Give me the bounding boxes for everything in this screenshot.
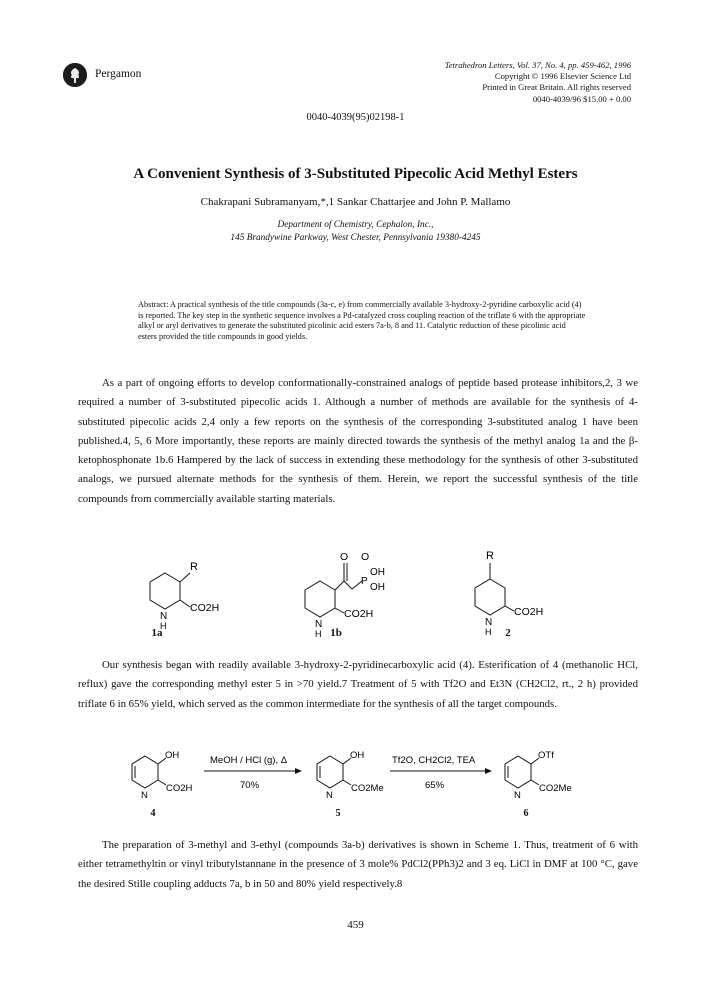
structure-1a	[150, 561, 219, 631]
step1-reagents: MeOH / HCl (g), Δ	[210, 755, 288, 766]
p-atom: P	[361, 576, 368, 587]
n-atom: N	[141, 790, 148, 801]
bond	[180, 600, 190, 607]
structure-2	[475, 550, 543, 637]
body-paragraph	[78, 836, 638, 894]
compound-4-structure	[132, 750, 193, 801]
page-number: 459	[347, 919, 364, 931]
compound-label: 6	[523, 808, 529, 819]
co2h-group: CO2H	[166, 783, 193, 794]
bond	[344, 581, 352, 589]
compound-6-structure	[505, 750, 572, 801]
affiliation-line: 145 Brandywine Parkway, West Chester, Pennsylvania 19380-4245	[230, 232, 481, 243]
co2h-group: CO2H	[344, 608, 374, 620]
n-atom: N	[315, 619, 323, 630]
body-paragraph	[78, 656, 638, 714]
co2me-group: CO2Me	[351, 783, 384, 794]
co2me-group: CO2Me	[539, 783, 572, 794]
journal-line: Printed in Great Britain. All rights reserved	[482, 82, 631, 93]
co2h-group: CO2H	[190, 602, 220, 614]
otf-group: OTf	[538, 750, 554, 761]
bond	[158, 780, 166, 785]
paper-title: A Convenient Synthesis of 3-Substituted Pipecolic Acid Methyl Esters	[133, 166, 578, 182]
journal-line: Tetrahedron Letters, Vol. 37, No. 4, pp. 459-462, 1996	[444, 60, 631, 70]
bond	[180, 573, 190, 582]
step2-yield: 65%	[425, 780, 445, 791]
r-group: R	[190, 561, 198, 573]
o-atom: O	[340, 551, 349, 563]
arrow-head	[295, 768, 302, 774]
n-atom: N	[485, 617, 493, 628]
journal-citation	[445, 60, 631, 105]
bond	[531, 780, 539, 785]
bond	[343, 780, 351, 785]
journal-line: Copyright © 1996 Elsevier Science Ltd	[494, 71, 631, 82]
journal-line: 0040-4039/96 $15.00 + 0.00	[532, 93, 631, 104]
arrow-head	[485, 768, 492, 774]
compound-label: 1b	[330, 627, 342, 639]
paragraph-text: As a part of ongoing efforts to develop conformationally-constrained analogs of peptide based protease inhibitors,2, 3 we required a number of 3-substituted pipecolic acids 1. Although a number of methods are available for the synthesis of 4-substituted pipecolic acids 2,4 only a few reports on the synthesis of the corresponding 3-substituted analog 1 have been published.4, 5, 6 More importantly, these reports are mainly directed towards the synthesis of the methyl analog 1a and the β-ketophosphonate 1b.6 Hampered by the lack of success in extending these methodology for the synthesis of other 3-substituted analogs, we pursued alternate methods for the synthesis of them. Herein, we report the successful synthesis of the title compounds from commercially available starting materials.	[78, 377, 638, 505]
o-atom: O	[361, 551, 370, 563]
authors: Chakrapani Subramanyam,*,1 Sankar Chattarjee and John P. Mallamo	[200, 196, 511, 208]
paragraph-text: The preparation of 3-methyl and 3-ethyl (compounds 3a-b) derivatives is shown in Scheme 1. Thus, treatment of 6 with either tetramethyltin or vinyl tributylstannane in the presence of 3 mole% PdCl2(PPh3)2 and 3 eq. LiCl in DMF at 100 °C, gave the desired Stille coupling adducts 7a, b in 50 and 80% yield respectively.8	[78, 839, 638, 890]
h-atom: H	[160, 621, 167, 631]
step1-yield: 70%	[240, 780, 260, 791]
oh-group: OH	[165, 750, 180, 761]
n-atom: N	[326, 790, 333, 801]
h-atom: H	[315, 629, 322, 639]
co2h-group: CO2H	[514, 606, 544, 618]
bond	[505, 606, 514, 611]
paragraph-text: Our synthesis began with readily available 3-hydroxy-2-pyridinecarboxylic acid (4). Esterification of 4 (methanolic HCl, reflux) gave the corresponding methyl ester 5 in >70 yield.7 Treatment of 5 with Tf2O and Et3N (CH2Cl2, rt., 2 h) provided triflate 6 in 65% yield, which served as the common intermediate for the synthesis of all the target compounds.	[78, 659, 638, 710]
affiliation-line: Department of Chemistry, Cephalon, Inc.,	[277, 220, 434, 230]
compound-label: 2	[505, 627, 511, 639]
elsevier-tree-logo-icon	[63, 63, 87, 87]
h-atom: H	[485, 627, 492, 637]
abstract: Abstract: A practical synthesis of the title compounds (3a-c, e) from commercially available 3-hydroxy-2-pyridine carboxylic acid (4) is reported. The key step in the synthetic sequence involves a Pd-catalyzed cross coupling reaction of the triflate 6 with the appropriate alkyl or aryl derivatives to generate the substituted picolinic acid esters 7a-b, 8 and 11. Catalytic reduction of these picolinic acid esters provided the title compounds in good yields.	[138, 300, 586, 341]
oh-group: OH	[370, 567, 385, 578]
bond	[335, 608, 344, 613]
body-paragraph	[78, 374, 638, 509]
n-atom: N	[160, 611, 168, 622]
compound-label: 1a	[151, 627, 163, 639]
n-atom: N	[514, 790, 521, 801]
bond	[335, 581, 344, 590]
r-group: R	[486, 550, 494, 562]
step2-reagents: Tf2O, CH2Cl2, TEA	[392, 755, 476, 766]
oh-group: OH	[370, 582, 385, 593]
compound-label: 5	[335, 808, 341, 819]
affiliation	[0, 219, 711, 244]
oh-group: OH	[350, 750, 365, 761]
compound-5-structure	[317, 750, 384, 801]
compound-label: 4	[150, 808, 156, 819]
reaction-scheme	[120, 746, 600, 816]
publisher-name: Pergamon	[95, 68, 142, 80]
structure-1b	[305, 551, 385, 639]
doi: 0040-4039(95)02198-1	[306, 112, 405, 123]
